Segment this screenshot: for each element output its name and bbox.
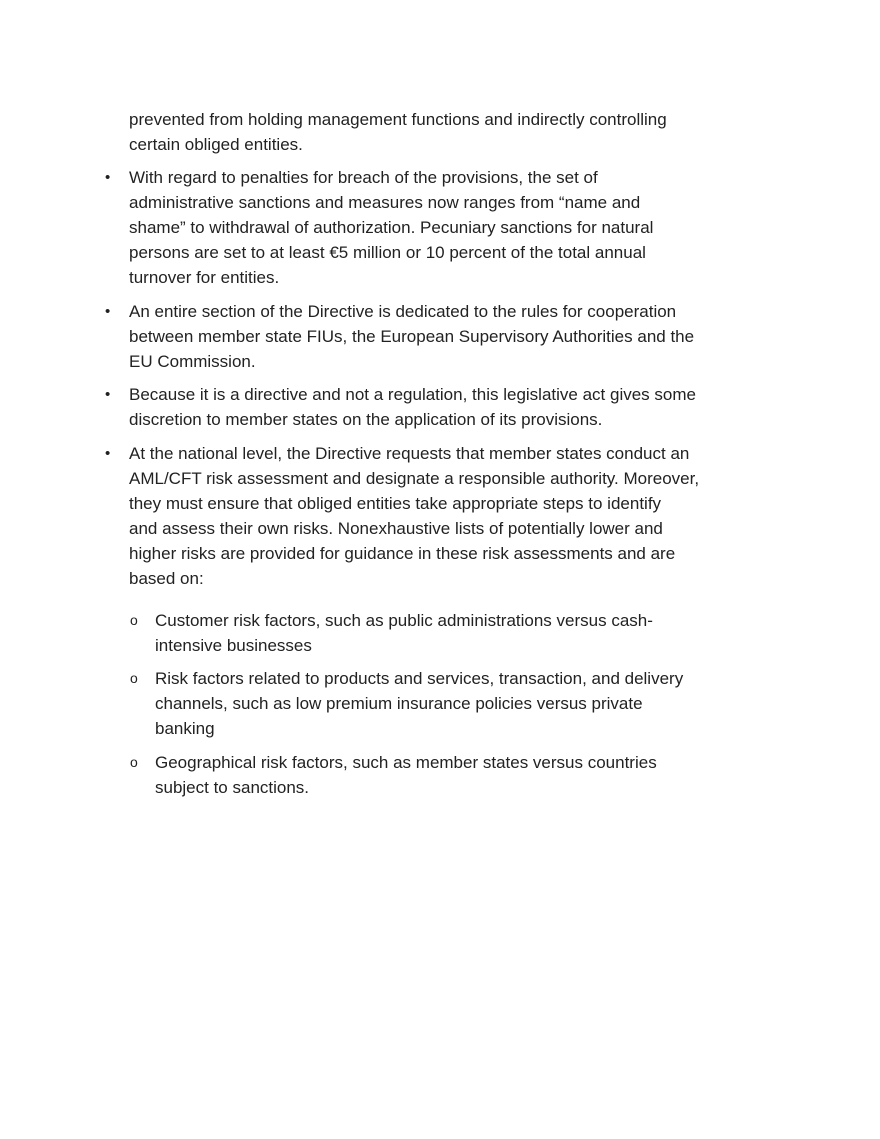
paragraph [129, 107, 667, 157]
text-line: and assess their own risks. Nonexhaustive lists of potentially lower and [129, 519, 663, 538]
text-line: based on: [129, 569, 204, 588]
text-line: between member state FIUs, the European Supervisory Authorities and the [129, 327, 695, 346]
text-line: administrative sanctions and measures now ranges from “name and [129, 193, 641, 212]
bullet-icon: • [105, 169, 111, 186]
bullet-icon: • [105, 445, 111, 462]
text-line: intensive businesses [155, 636, 312, 655]
circle-bullet-icon: o [130, 670, 138, 686]
text-line: shame” to withdrawal of authorization. Pecuniary sanctions for natural [129, 218, 654, 237]
text-line: An entire section of the Directive is dedicated to the rules for cooperation [129, 302, 677, 321]
text-line: turnover for entities. [129, 268, 280, 287]
text-line: certain obliged entities. [129, 135, 303, 154]
text-line: prevented from holding management functions and indirectly controlling [129, 110, 667, 129]
text-line: higher risks are provided for guidance in these risk assessments and are [129, 544, 676, 563]
text-line: With regard to penalties for breach of the provisions, the set of [129, 168, 598, 187]
sub-list-item [130, 608, 653, 658]
text-line: they must ensure that obliged entities take appropriate steps to identify [129, 494, 662, 513]
text-line: subject to sanctions. [155, 778, 310, 797]
text-line: Risk factors related to products and services, transaction, and delivery [155, 669, 684, 688]
text-line: persons are set to at least €5 million or 10 percent of the total annual [129, 243, 646, 262]
bullet-list-item [105, 382, 696, 432]
text-line: Geographical risk factors, such as member states versus countries [155, 753, 657, 772]
bullet-list-item [105, 165, 654, 290]
text-line: At the national level, the Directive requests that member states conduct an [129, 444, 690, 463]
text-line: discretion to member states on the application of its provisions. [129, 410, 603, 429]
circle-bullet-icon: o [130, 754, 138, 770]
text-line: Because it is a directive and not a regulation, this legislative act gives some [129, 385, 696, 404]
text-line: AML/CFT risk assessment and designate a responsible authority. Moreover, [129, 469, 700, 488]
sub-list-item [130, 666, 684, 741]
circle-bullet-icon: o [130, 612, 138, 628]
text-line: channels, such as low premium insurance policies versus private [155, 694, 643, 713]
bullet-icon: • [105, 386, 111, 403]
text-line: Customer risk factors, such as public administrations versus cash- [155, 611, 653, 630]
text-line: EU Commission. [129, 352, 256, 371]
text-line: banking [155, 719, 215, 738]
bullet-icon: • [105, 303, 111, 320]
sub-list-item [130, 750, 657, 800]
bullet-list-item [105, 299, 695, 374]
bullet-list-item [105, 441, 700, 591]
